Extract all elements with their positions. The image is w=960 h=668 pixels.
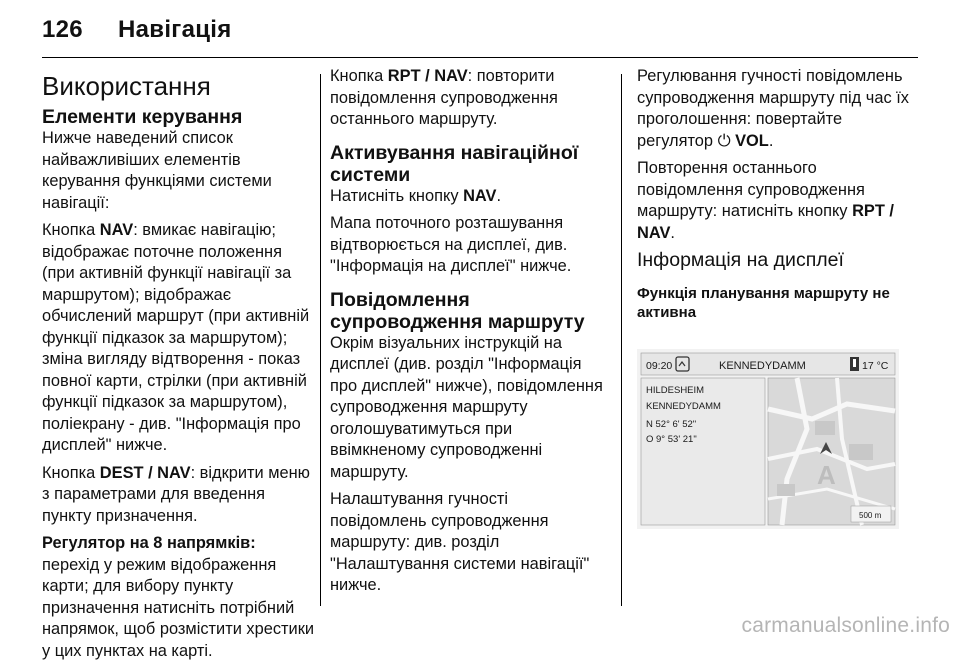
subsection-heading-display: Інформація на дисплеї [637,249,844,271]
time-label: 09:20 [646,360,673,372]
column-divider-1 [320,74,321,606]
paragraph-volume-adjust: Регулювання гучності повідомлень супроводження маршруту під час їх проголошення: повертайте регулятор ⏻ VOL. [637,67,909,150]
column-3 [637,66,917,322]
section-title: Навігація [118,16,232,43]
navigation-display-illustration [637,349,899,529]
sub-heading-planning-inactive: Функція планування маршруту не активна [637,284,890,321]
paragraph-8way-controller: Регулятор на 8 напрямків: перехід у режим відображення карти; для вибору пункту призначення натисніть потрібний напрямок, щоб розмістити хрестики у цих пунктах на карті. [42,534,315,660]
paragraph-messages: Окрім візуальних інструкцій на дисплеї (див. розділ "Інформація про дисплей" нижче), повідомлення супроводження маршруту оголошуватимуться при ввімкненому супроводженні маршруту. [330,333,603,481]
paragraph-nav-button: Кнопка NAV: вмикає навігацію; відображає поточне положення (при активній функції навігації за маршрутом); відображає обчислений маршрут (при активній функції підказок за маршрутом); зміна вигляду відтворення - показ повної карти, стрілки (при активній функції підказок за маршрутом), поліекрану - див. "Інформація про дисплей" нижче. [42,221,310,454]
subsection-heading-controls: Елементи керування [42,106,243,128]
latitude-label: N 52° 6' 52" [646,419,697,430]
paragraph-press-nav: Натисніть кнопку NAV. [330,186,502,205]
current-street-label: KENNEDYDAMM [719,360,806,372]
paragraph-map-display: Мапа поточного розташування відтворюється на дисплеї, див. "Інформація на дисплеї" нижче. [330,214,572,275]
column-divider-2 [621,74,622,606]
page-number: 126 [42,16,83,43]
map-area [768,378,895,525]
subsection-heading-messages: Повідомлення супроводження маршруту [330,288,585,333]
paragraph-volume-settings: Налаштування гучності повідомлень супроводження маршруту: див. розділ "Налаштування системи навігації" нижче. [330,490,590,594]
column-2 [330,66,606,603]
watermark: carmanualsonline.info [741,614,950,637]
paragraph-rpt-button: Кнопка RPT / NAV: повторити повідомлення супроводження останнього маршруту. [330,67,558,128]
subsection-heading-activation: Активування навігаційної системи [330,141,579,186]
temperature-label: 17 °C [862,360,889,372]
header-rule [42,57,918,58]
intro-paragraph: Нижче наведений список найважливіших елементів керування функціями системи навігації: [42,129,272,212]
city-label: HILDESHEIM [646,385,705,396]
paragraph-repeat-message: Повторення останнього повідомлення супроводження маршруту: натисніть кнопку RPT / NAV. [637,159,894,242]
street-label: KENNEDYDAMM [646,401,721,412]
temperature-icon [850,357,859,371]
column-1 [42,66,316,668]
map-marker-label: A [817,460,836,490]
power-icon: ⏻ [717,131,731,150]
page-header [42,16,232,44]
map-scale-label: 500 m [859,511,882,520]
longitude-label: O 9° 53' 21" [646,434,697,445]
section-heading: Використання [42,71,211,101]
paragraph-dest-button: Кнопка DEST / NAV: відкрити меню з параметрами для введення пункту призначення. [42,463,310,525]
